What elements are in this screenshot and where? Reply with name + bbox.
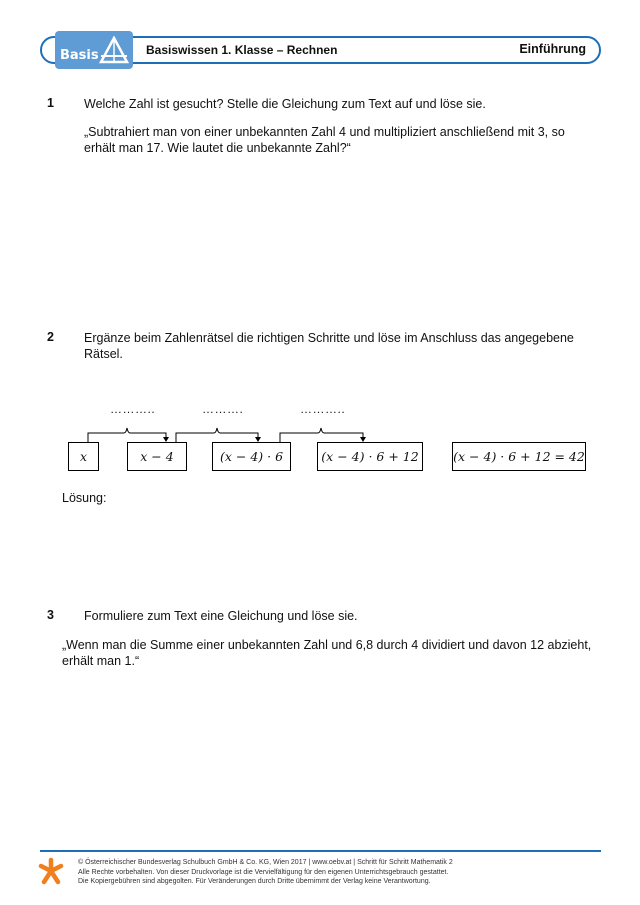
task-prompt: Formuliere zum Text eine Gleichung und löse sie. [84,609,358,623]
footer-line: Alle Rechte vorbehalten. Von dieser Druckvorlage ist die Vervielfältigung für den eigenen Unterrichtsgebrauch gestattet. [78,868,449,876]
task-prompt: Welche Zahl ist gesucht? Stelle die Gleichung zum Text auf und löse sie. [84,97,486,111]
solution-label: Lösung: [62,491,107,505]
task-quote-line: „Wenn man die Summe einer unbekannten Zahl und 6,8 durch 4 dividiert und davon 12 abzieht, [62,638,592,652]
puzzle-box: (x − 4) · 6 [212,442,291,471]
footer-divider [40,850,601,852]
puzzle-box: x − 4 [127,442,187,471]
step-blank: ………. [202,402,244,416]
task-prompt-line: Ergänze beim Zahlenrätsel die richtigen Schritte und löse im Anschluss das angegebene [84,331,574,345]
step-blank: ……….. [300,402,346,416]
asterisk-icon [38,857,64,885]
worksheet-title: Basiswissen 1. Klasse – Rechnen [146,43,338,57]
task-number: 1 [47,96,54,110]
task-quote-line: „Subtrahiert man von einer unbekannten Zahl 4 und multipliziert anschließend mit 3, so [84,125,565,139]
step-blank: ……….. [110,402,156,416]
logo-text: Basis [60,48,99,63]
footer-line: © Österreichischer Bundesverlag Schulbuch GmbH & Co. KG, Wien 2017 | www.oebv.at | Schritt für Schritt Mathematik 2 [78,859,453,866]
footer-line: Die Kopiergebühren sind abgegolten. Für Veränderungen durch Dritte übernimmt der Verlag keine Verantwortung. [78,878,431,885]
task-number: 3 [47,608,54,622]
task-quote-line: erhält man 1.“ [62,654,140,668]
task-number: 2 [47,330,54,344]
puzzle-box: x [68,442,99,471]
section-label: Einführung [519,42,586,56]
task-quote-line: erhält man 17. Wie lautet die unbekannte Zahl?“ [84,141,351,155]
task-prompt-line: Rätsel. [84,347,123,361]
copyright-notice [78,858,453,887]
puzzle-box: (x − 4) · 6 + 12 [317,442,423,471]
puzzle-equation-box: (x − 4) · 6 + 12 = 42 [452,442,586,471]
